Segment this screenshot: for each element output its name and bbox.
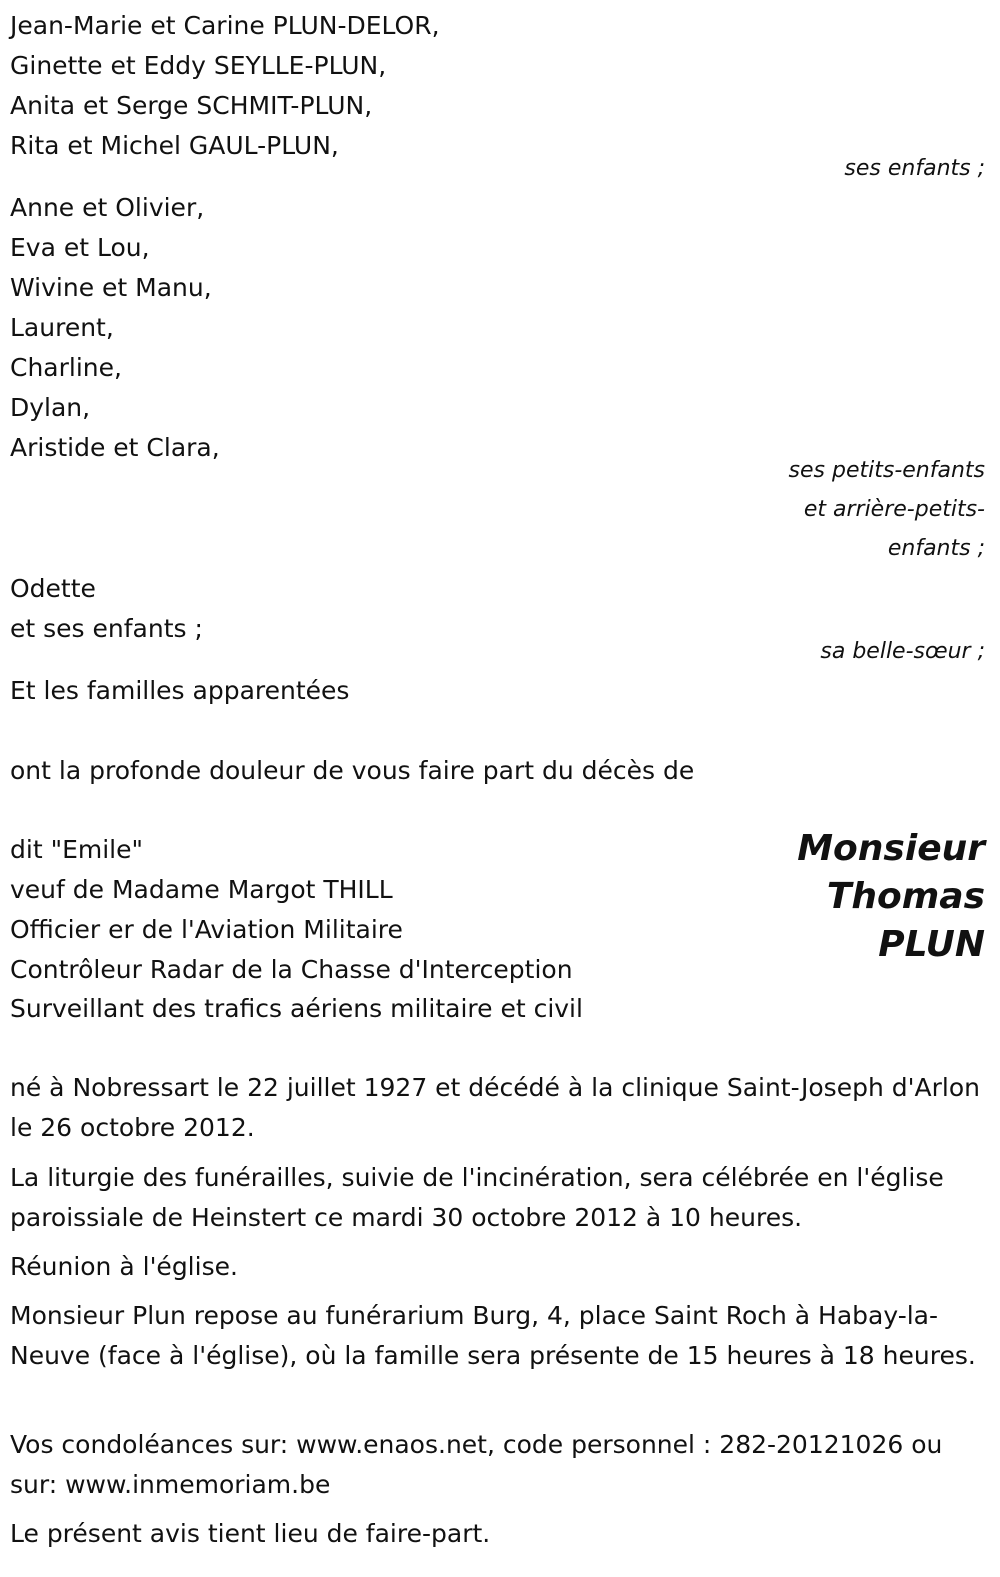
grandchild-line: Laurent, [10,313,114,342]
deceased-name-line: PLUN [878,924,985,965]
grandchildren-role-label: et arrière-petits- [803,497,985,522]
deceased-detail-line: Officier er de l'Aviation Militaire [10,915,403,944]
grandchild-line: Eva et Lou, [10,233,150,262]
notice-paragraph: Le présent avis tient lieu de faire-part. [10,1519,491,1548]
child-line: Ginette et Eddy SEYLLE-PLUN, [10,51,387,80]
grandchild-line: Wivine et Manu, [10,273,212,302]
children-role-label: ses enfants ; [844,156,985,181]
funerarium-paragraph: Monsieur Plun repose au funérarium Burg, 4, place Saint Roch à Habay-la-Neuve (face à l'église), où la famille sera présente de 15 heures à 18 heures. [10,1301,976,1370]
grandchild-line: Aristide et Clara, [10,433,220,462]
deceased-name [797,825,985,969]
deceased-detail-line: Contrôleur Radar de la Chasse d'Interception [10,955,573,984]
deceased-detail-line: Surveillant des trafics aériens militaire et civil [10,994,583,1023]
grandchild-line: Dylan, [10,393,91,422]
deceased-name-line: Monsieur [797,828,985,869]
child-line: Jean-Marie et Carine PLUN-DELOR, [10,11,440,40]
child-line: Anita et Serge SCHMIT-PLUN, [10,91,373,120]
deceased-name-line: Thomas [826,876,985,917]
birth-death-paragraph: né à Nobressart le 22 juillet 1927 et décédé à la clinique Saint-Joseph d'Arlon le 26 octobre 2012. [10,1073,980,1142]
grandchildren-role-label: ses petits-enfants [788,458,985,483]
announcement-line: ont la profonde douleur de vous faire part du décès de [10,756,695,785]
sister-in-law-line: Odette [10,574,96,603]
grandchild-line: Charline, [10,353,122,382]
related-families-line: Et les familles apparentées [10,676,350,705]
grandchild-line: Anne et Olivier, [10,193,205,222]
sister-in-law-role-label: sa belle-sœur ; [820,639,985,664]
funeral-liturgy-paragraph: La liturgie des funérailles, suivie de l'incinération, sera célébrée en l'église paroissiale de Heinstert ce mardi 30 octobre 2012 à 10 heures. [10,1163,944,1232]
deceased-detail-line: dit "Emile" [10,835,143,864]
meeting-paragraph: Réunion à l'église. [10,1252,238,1281]
deceased-detail-line: veuf de Madame Margot THILL [10,875,393,904]
sister-in-law-line: et ses enfants ; [10,614,203,643]
grandchildren-role-label: enfants ; [887,536,985,561]
condolences-paragraph: Vos condoléances sur: www.enaos.net, code personnel : 282-20121026 ou sur: www.inmemoriam.be [10,1430,943,1499]
child-line: Rita et Michel GAUL-PLUN, [10,131,339,160]
